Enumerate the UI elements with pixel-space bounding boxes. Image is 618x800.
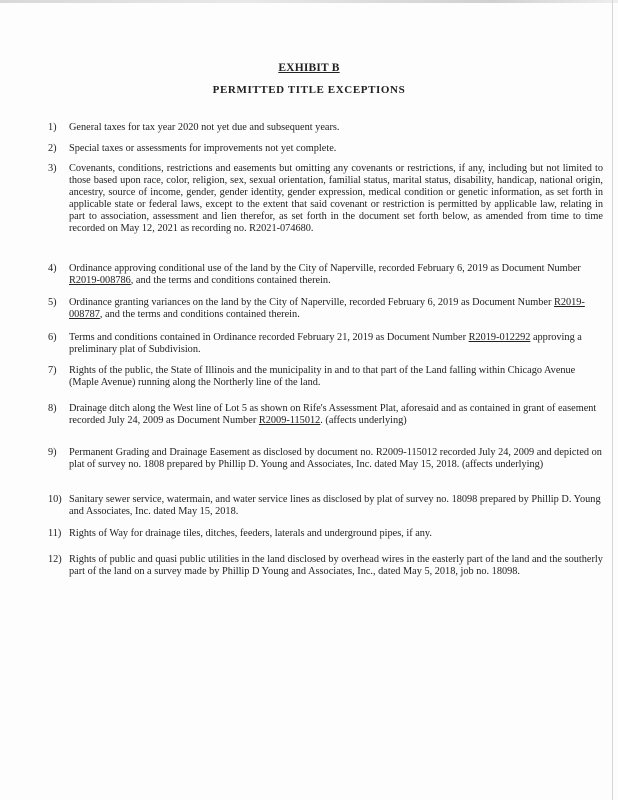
item-text-post: . (affects underlying) xyxy=(320,415,407,426)
item-text: Special taxes or assessments for improvements not yet complete. xyxy=(69,143,337,154)
list-item xyxy=(48,554,603,578)
list-item xyxy=(48,163,603,235)
item-text-pre: Terms and conditions contained in Ordinance recorded February 21, 2019 as Document Number xyxy=(69,332,469,343)
item-text: Covenants, conditions, restrictions and easements but omitting any covenants or restrictions, if any, including but not limited to those based upon race, color, religion, sex, sexual orientation, familial status, marital status, disability, handicap, national origin, ancestry, source of income, gender, gender identity, gender expression, medical condition or genetic information, as set forth in applicable state or federal laws, except to the extent that said covenant or restriction is permitted by applicable law, relating in part to association, assessment and lien therefor, as set forth in the document set forth below, as amended from time to time recorded on May 12, 2021 as recording no. R2021-074680. xyxy=(69,163,603,234)
document-number-link: R2009-115012 xyxy=(258,415,321,426)
list-item xyxy=(48,332,603,356)
item-text: Rights of Way for drainage tiles, ditches, feeders, laterals and underground pipes, if any. xyxy=(69,528,432,539)
item-number: 2) xyxy=(48,143,57,154)
list-item xyxy=(48,528,603,540)
item-text-post: , and the terms and conditions contained therein. xyxy=(99,309,300,320)
item-number: 1) xyxy=(48,122,57,133)
item-number: 8) xyxy=(48,403,57,414)
item-text: Rights of public and quasi public utilities in the land disclosed by overhead wires in the easterly part of the land and the southerly part of the land on a survey made by Phillip D Young and Associates, Inc., dated May 5, 2018, job no. 18098. xyxy=(69,554,603,577)
document-number-link: R2019-008786 xyxy=(69,275,131,286)
item-text xyxy=(69,263,603,287)
item-number: 9) xyxy=(48,447,57,458)
item-text: Sanitary sewer service, watermain, and water service lines as disclosed by plat of survey no. 18098 prepared by Phillip D. Young and Associates, Inc. dated May 15, 2018. xyxy=(69,494,601,517)
item-number: 7) xyxy=(48,365,57,376)
item-text-post: approving a preliminary plat of Subdivision. xyxy=(69,332,582,355)
document-number-link: R2019-012292 xyxy=(468,332,531,343)
scan-right-edge xyxy=(612,0,613,800)
item-text-pre: Ordinance approving conditional use of the land by the City of Naperville, recorded February 6, 2019 as Document Number xyxy=(69,263,581,274)
item-text xyxy=(69,297,603,321)
exhibit-title: EXHIBIT B xyxy=(278,62,340,74)
item-number: 12) xyxy=(48,554,62,565)
item-text: General taxes for tax year 2020 not yet due and subsequent years. xyxy=(69,122,340,133)
list-item xyxy=(48,122,603,134)
item-number: 3) xyxy=(48,163,57,174)
item-number: 10) xyxy=(48,494,62,505)
list-item xyxy=(48,143,603,155)
scan-top-edge xyxy=(0,0,618,3)
item-text: Permanent Grading and Drainage Easement as disclosed by document no. R2009-115012 recorded July 24, 2009 and depicted on plat of survey no. 1808 prepared by Phillip D. Young and Associates, Inc. dated May 15, 2018. (affects underlying) xyxy=(69,447,602,470)
item-number: 4) xyxy=(48,263,57,274)
item-text-pre: Drainage ditch along the West line of Lot 5 as shown on Rife's Assessment Plat, aforesaid and as contained in grant of easement recorded July 24, 2009 as Document Number xyxy=(69,403,597,426)
list-item xyxy=(48,297,603,321)
item-text: Rights of the public, the State of Illinois and the municipality in and to that part of the Land falling within Chicago Avenue (Maple Avenue) running along the Northerly line of the land. xyxy=(69,365,576,388)
item-number: 11) xyxy=(48,528,62,539)
exhibit-subtitle: PERMITTED TITLE EXCEPTIONS xyxy=(212,84,406,96)
item-text-pre: Ordinance granting variances on the land by the City of Naperville, recorded February 6, 2019 as Document Number xyxy=(69,297,554,308)
item-text xyxy=(69,332,603,356)
list-item xyxy=(48,365,603,389)
item-text-post: , and the terms and conditions contained therein. xyxy=(130,275,331,286)
list-item xyxy=(48,447,603,471)
list-item xyxy=(48,494,603,518)
list-item xyxy=(48,263,603,287)
document-number-link: R2019-008787 xyxy=(69,297,585,320)
item-text xyxy=(69,403,603,427)
item-number: 5) xyxy=(48,297,57,308)
item-number: 6) xyxy=(48,332,57,343)
list-item xyxy=(48,403,603,427)
